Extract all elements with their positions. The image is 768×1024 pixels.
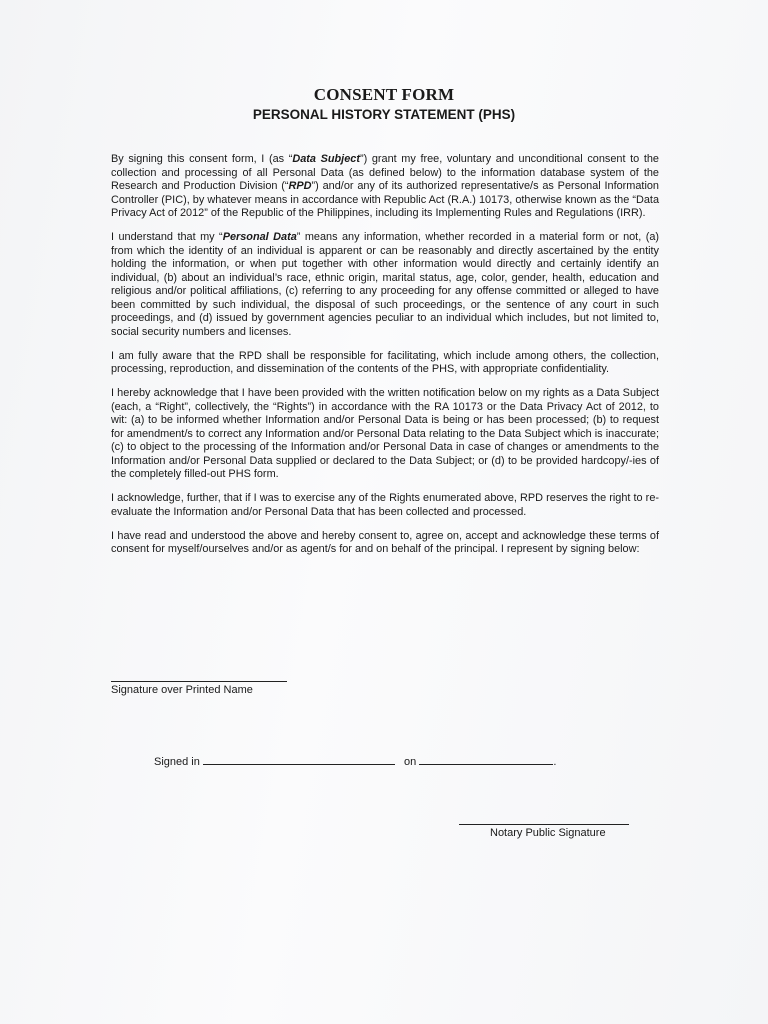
notary-label: Notary Public Signature <box>490 827 606 839</box>
signature-line[interactable] <box>111 681 287 682</box>
paragraph-agreement: I have read and understood the above and hereby consent to, agree on, accept and acknowledge these terms of consent for myself/ourselves and/or as agent/s for and on behalf of the principal. I represent by signing below: <box>111 529 659 555</box>
term-rpd: RPD <box>288 180 312 192</box>
paragraph-personal-data <box>111 231 659 339</box>
notary-signature-line[interactable] <box>459 824 629 825</box>
term-personal-data: Personal Data <box>222 231 297 243</box>
paragraph-re-evaluate: I acknowledge, further, that if I was to exercise any of the Rights enumerated above, RPD reserves the right to re-evaluate the Information and/or Personal Data that has been collected and processed. <box>111 492 659 518</box>
signature-label: Signature over Printed Name <box>111 684 253 696</box>
paragraph-rpd-responsibility: I am fully aware that the RPD shall be responsible for facilitating, which include among others, the collection, processing, reproduction, and dissemination of the contents of the PHS, with appropriate confidentiality. <box>111 349 659 375</box>
paragraph-text: ”) grant my free, voluntary and unconditional consent to the collection and processing of all Personal Data (as defined below) to the information database system of the Research and Production Division (“ <box>111 153 659 192</box>
paragraph-rights: I hereby acknowledge that I have been provided with the written notification below on my rights as a Data Subject (each, a “Right”, collectively, the “Rights”) in accordance with the RA 10173 or the Data Privacy Act of 2012, to wit: (a) to be informed whether Information and/or Personal Data is being or has been processed; (b) to request for amendment/s to correct any Information and/or Personal Data relating to the Data Subject which is inaccurate; (c) to object to the processing of the Information and/or Personal Data in case of changes or amendments to the Information and/or Personal Data supplied or declared to the Data Subject; or (d) to be provided hardcopy/-ies of the completely filled-out PHS form. <box>111 387 659 480</box>
paragraph-text: ”) and/or any of its authorized representative/s as Personal Information Controller (PIC), by whatever means in accordance with Republic Act (R.A.) 10173, otherwise known as the “Data Privacy Act of 2012” of the Republic of the Philippines, including its Implementing Rules and Regulations (IRR). <box>111 180 659 219</box>
paragraph-text: By signing this consent form, I (as “ <box>111 153 293 165</box>
consent-body <box>111 153 659 567</box>
paragraph-text: ” means any information, whether recorded in a material form or not, (a) from which the identity of an individual is apparent or can be reasonably and directly ascertained by the entity holding the information, or when put together with other information would directly and certainly identify an individual, (b) about an individual’s race, ethnic origin, marital status, age, color, gender, health, education and religious and/or political affiliations, (c) referring to any proceeding for any offense committed or alleged to have been committed by such individual, the disposal of such proceedings, or the sentence of any court in such proceedings, and (d) issued by government agencies peculiar to an individual which includes, but not limited to, social security numbers and licenses. <box>111 231 659 338</box>
page-title: CONSENT FORM <box>313 85 455 104</box>
signed-in-row <box>154 756 556 768</box>
on-label: on <box>404 756 417 768</box>
signed-on-date-field[interactable] <box>419 763 553 765</box>
term-data-subject: Data Subject <box>292 153 360 165</box>
paragraph-text: I understand that my “ <box>111 231 223 243</box>
signed-in-place-field[interactable] <box>203 763 395 765</box>
signed-in-label: Signed in <box>154 756 200 768</box>
page-subtitle: PERSONAL HISTORY STATEMENT (PHS) <box>252 107 516 122</box>
paragraph-consent-grant <box>111 153 659 221</box>
period-mark: . <box>553 756 557 768</box>
